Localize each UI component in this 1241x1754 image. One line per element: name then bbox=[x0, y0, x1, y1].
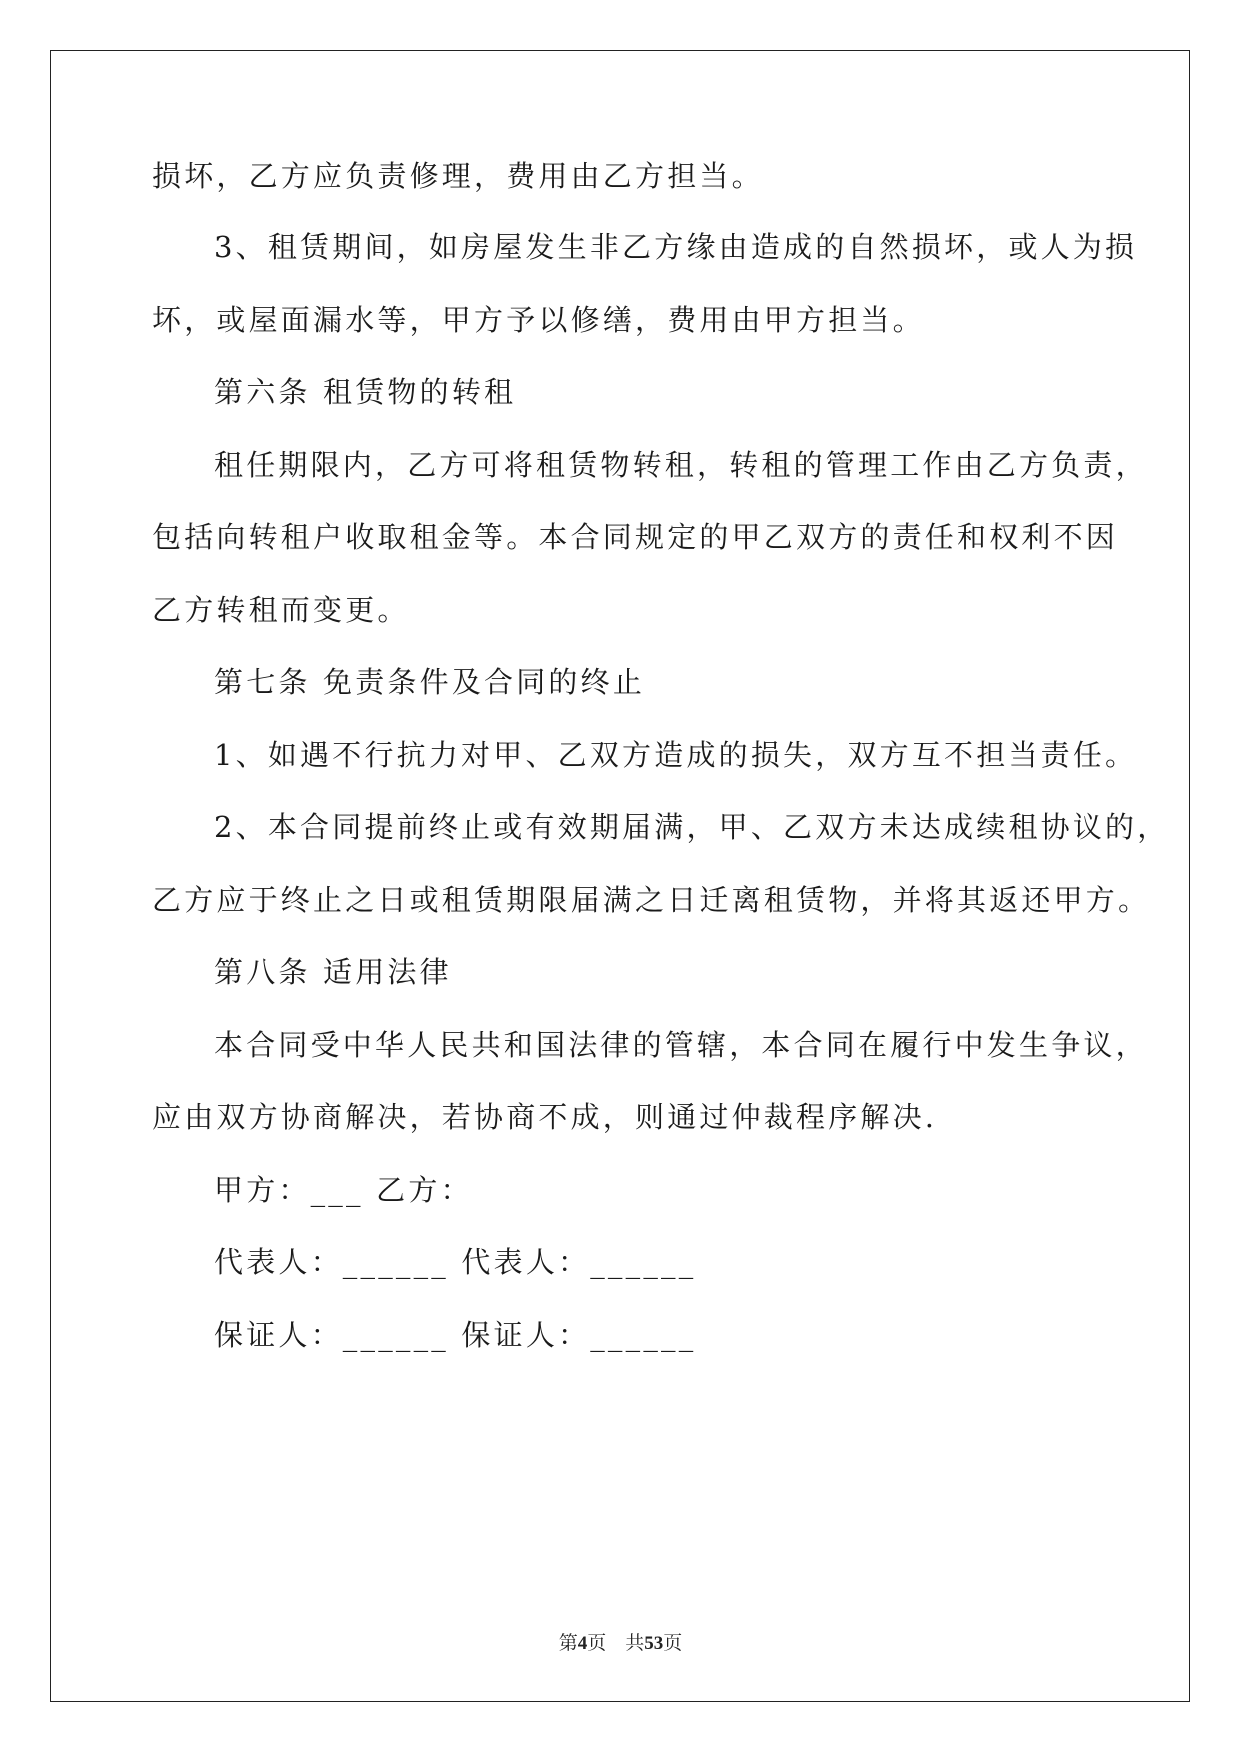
page-number: 4 bbox=[577, 1633, 588, 1654]
section-heading: 第八条 适用法律 bbox=[214, 955, 452, 989]
footer-prefix: 第 bbox=[558, 1633, 578, 1654]
section-heading: 第七条 免责条件及合同的终止 bbox=[214, 665, 646, 699]
text-line: 损坏，乙方应负责修理，费用由乙方担当。 bbox=[152, 159, 764, 193]
footer-middle: 页 共 bbox=[587, 1633, 645, 1654]
text-line: 乙方转租而变更。 bbox=[152, 593, 410, 627]
page-border bbox=[50, 50, 1190, 1702]
text-line: 租任期限内，乙方可将租赁物转租，转租的管理工作由乙方负责， bbox=[214, 448, 1148, 482]
text-line: 1、如遇不行抗力对甲、乙双方造成的损失，双方互不担当责任。 bbox=[214, 738, 1138, 772]
text-line: 坏，或屋面漏水等，甲方予以修缮，费用由甲方担当。 bbox=[152, 303, 925, 337]
signature-line-representative: 代表人：______ 代表人：______ bbox=[214, 1245, 697, 1279]
text-line: 包括向转租户收取租金等。本合同规定的甲乙双方的责任和权利不因 bbox=[152, 520, 1119, 554]
section-heading: 第六条 租赁物的转租 bbox=[214, 375, 517, 409]
text-line: 乙方应于终止之日或租赁期限届满之日迁离租赁物，并将其返还甲方。 bbox=[152, 883, 1151, 917]
footer-suffix: 页 bbox=[663, 1633, 683, 1654]
text-line: 应由双方协商解决，若协商不成，则通过仲裁程序解决. bbox=[152, 1100, 938, 1134]
signature-line-guarantor: 保证人：______ 保证人：______ bbox=[214, 1318, 697, 1352]
text-line: 本合同受中华人民共和国法律的管辖，本合同在履行中发生争议， bbox=[214, 1028, 1148, 1062]
text-line: 2、本合同提前终止或有效期届满，甲、乙双方未达成续租协议的， bbox=[214, 810, 1170, 844]
page-footer bbox=[0, 1628, 1241, 1655]
text-line: 3、租赁期间，如房屋发生非乙方缘由造成的自然损坏，或人为损 bbox=[214, 230, 1138, 264]
total-pages: 53 bbox=[644, 1633, 664, 1654]
signature-line-party: 甲方：___ 乙方： bbox=[214, 1173, 473, 1207]
